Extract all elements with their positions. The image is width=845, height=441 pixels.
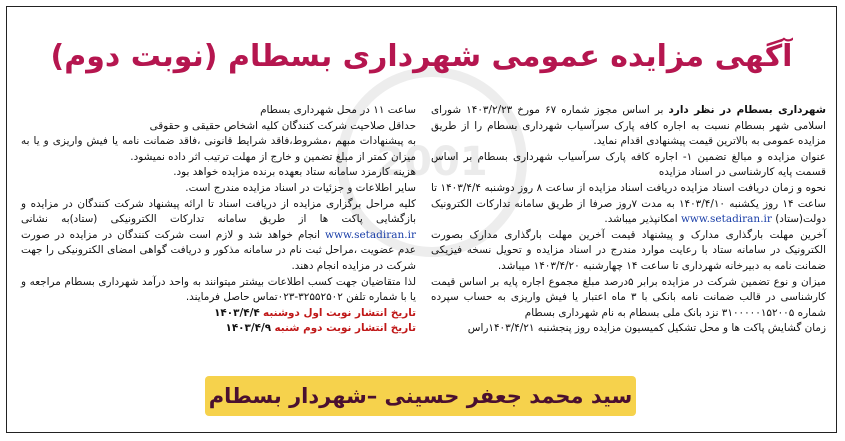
contact-paragraph: لذا متقاضیان جهت کسب اطلاعات بیشتر میتوانند به واحد درآمد شهرداری بسطام مراجعه و یا با شماره تلفن ۳۲۵۵۲۵۰۲-۰۲۳تماس حاصل فرمایند. xyxy=(21,275,416,304)
intro-paragraph xyxy=(431,103,826,150)
publish-second-date: ۱۴۰۳/۴/۹ xyxy=(225,322,272,335)
left-column xyxy=(21,103,416,337)
opening-paragraph: زمان گشایش پاکت ها و محل تشکیل کمیسیون مزایده روز پنجشنبه ۱۴۰۳/۴/۲۱راس xyxy=(467,322,826,335)
publish-second xyxy=(21,321,416,337)
setad-link-2[interactable]: www.setadiran.ir xyxy=(325,228,416,241)
fee-paragraph: هزینه کارمزد سامانه ستاد بعهده برنده مزایده خواهد بود. xyxy=(173,166,416,179)
docs-paragraph xyxy=(431,181,826,228)
publish-first-label: تاریخ انتشار نوبت اول دوشنبه xyxy=(263,306,416,319)
info-paragraph: سایر اطلاعات و جزئیات در اسناد مزایده مندرج است. xyxy=(185,181,416,194)
docs-end: امکانپذیر میباشد. xyxy=(604,213,678,226)
process-text: کلیه مراحل برگزاری مزایده از دریافت اسناد تا ارائه پیشنهاد شرکت کنندگان در مزایده و بازگشایی پاکت ها از طریق سامانه تدارکات الکترونیکی (ستاد)به نشانی xyxy=(21,197,416,226)
rejected-paragraph: به پیشنهادات مبهم ،مشروط،فاقد شرایط قانونی ،فاقد ضمانت نامه یا فیش واریزی و یا به میزان کمتر از مبلغ تضمین و خارج از مهلت ترتیب اثر داده نمیشود. xyxy=(21,135,416,163)
guarantee-paragraph: میزان و نوع تضمین شرکت در مزایده برابر ۵درصد مبلغ مجموع اجاره پایه بر اساس قیمت کارشناسی در قالب ضمانت نامه بانکی با ۳ ماه اعتبار یا فیش واریزی به حساب سپرده شماره ۳۱۰۰۰۰۰۱۵۲۰۰۵ نزد بانک ملی بسطام به نام شهرداری بسطام xyxy=(431,275,826,319)
intro-bold: شهرداری بسطام در نظر دارد xyxy=(668,104,827,116)
right-column xyxy=(431,103,826,337)
deadline-paragraph: آخرین مهلت بارگذاری مدارک و پیشنهاد قیمت آخرین مهلت بارگذاری مدارک بصورت الکترونیک در سامانه ستاد با رعایت موارد مندرج در اسناد مزایده و تحویل نسخه فیزیکی ضمانت نامه به دبیرخانه شهرداری تا ساعت ۱۴ چهارشنبه ۱۴۰۳/۴/۲۰ میباشد. xyxy=(431,228,826,272)
time-paragraph: ساعت ۱۱ در محل شهرداری بسطام xyxy=(260,104,416,116)
notice-frame xyxy=(6,6,837,433)
process-paragraph xyxy=(21,197,416,275)
publish-first xyxy=(21,306,416,322)
publish-second-label: تاریخ انتشار نوبت دوم شنبه xyxy=(274,322,416,335)
setad-link[interactable]: www.setadiran.ir xyxy=(680,213,772,226)
process-end: انجام خواهد شد و لازم است شرکت کنندگان در مزایده در صورت عدم عضویت ،مراحل ثبت نام در سامانه مذکور و دریافت گواهی امضای الکترونیکی را جهت شرکت در مزایده انجام دهند. xyxy=(21,228,416,272)
signature-bar xyxy=(205,376,636,416)
watermark-text: 2001 xyxy=(376,139,488,185)
subject-paragraph: عنوان مزایده و مبالغ تضمین ۱- اجاره کافه پارک سرآسیاب شهرداری بسطام بر اساس قسمت پایه کارشناسی در اسناد مزایده xyxy=(431,150,826,179)
signature-text: سید محمد جعفر حسینی –شهردار بسطام xyxy=(208,384,633,408)
intro-rest: بر اساس مجوز شماره ۶۷ مورخ ۱۴۰۳/۲/۲۳ شورای اسلامی شهر بسطام نسبت به اجاره کافه پارک سرآسیاب شهرداری بسطام را از طریق مزایده عمومی به بالاترین قیمت پیشنهادی اقدام نماید. xyxy=(431,104,826,148)
qualify-paragraph: حداقل صلاحیت شرکت کنندگان کلیه اشخاص حقیقی و حقوقی xyxy=(149,119,416,132)
docs-text: نحوه و زمان دریافت اسناد مزایده دریافت اسناد مزایده از ساعت ۸ روز دوشنبه ۱۴۰۳/۴/۴ تا ساعت ۱۴ روز یکشنبه ۱۴۰۳/۴/۱۰ به مدت ۷روز صرفا از طریق سامانه تدارکات الکترونیک دولت(ستاد) xyxy=(431,181,826,226)
publish-first-date: ۱۴۰۳/۴/۴ xyxy=(214,306,260,319)
notice-title: آگهی مزایده عمومی شهرداری بسطام (نوبت دوم) xyxy=(50,39,793,74)
